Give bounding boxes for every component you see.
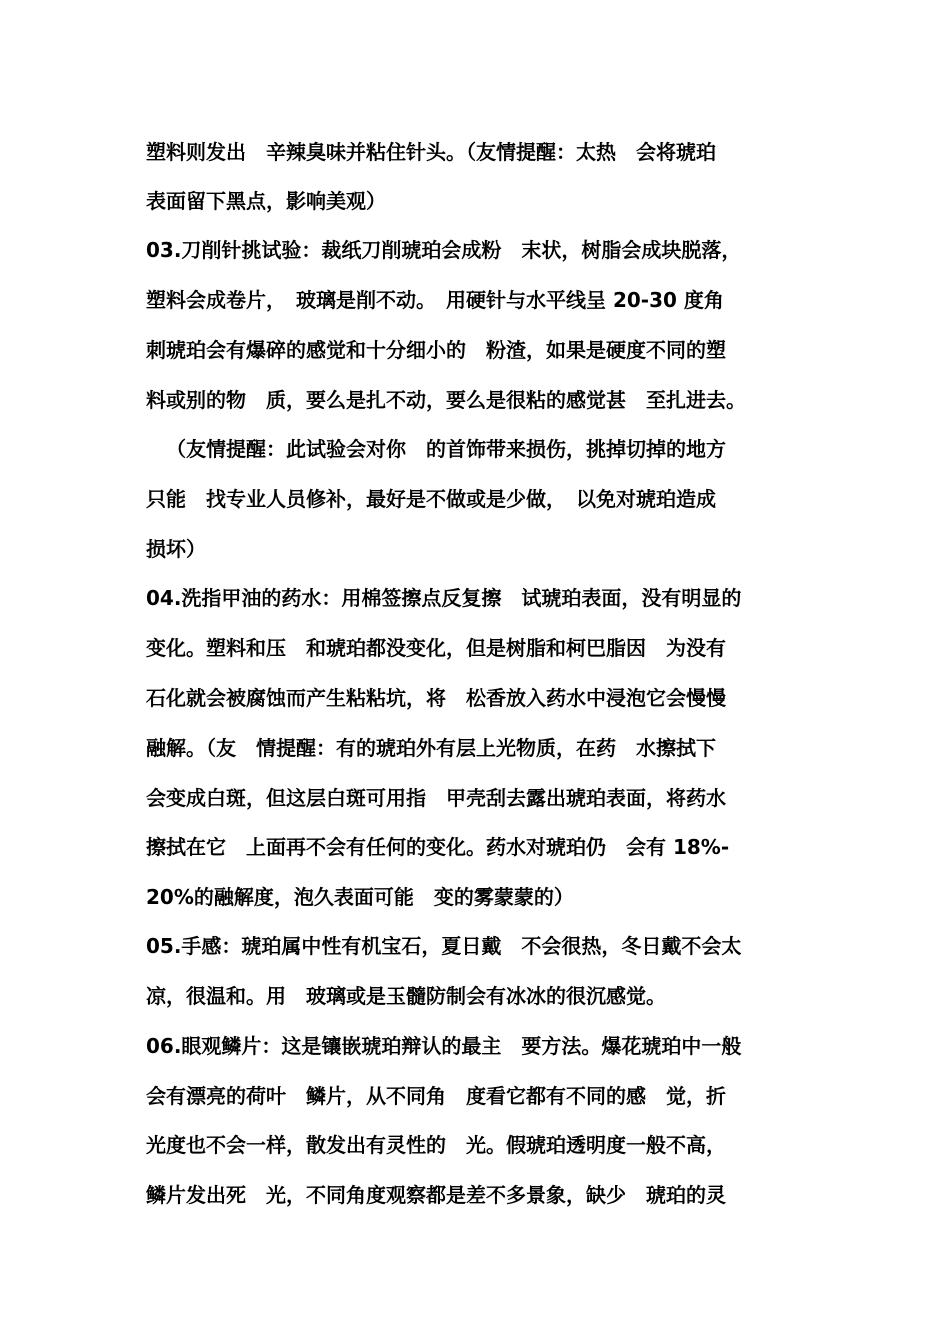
text-line: 石化就会被腐蚀而产生粘粘坑，将 松香放入药水中浸泡它会慢慢 xyxy=(146,686,726,710)
text-line: 20%的融解度，泡久表面可能 变的雾蒙蒙的） xyxy=(146,885,574,909)
text-line: （友情提醒：此试验会对你 的首饰带来损伤，挑掉切掉的地方 xyxy=(166,437,726,461)
text-line: 融解。（友 情提醒：有的琥珀外有层上光物质，在药 水擦拭下 xyxy=(146,736,716,760)
text-line: 塑料则发出 辛辣臭味并粘住针头。（友情提醒：太热 会将琥珀 xyxy=(146,140,716,164)
text-line: 06.眼观鳞片：这是镶嵌琥珀辩认的最主 要方法。爆花琥珀中一般 xyxy=(146,1034,742,1058)
text-line: 04.洗指甲油的药水：用棉签擦点反复擦 试琥珀表面，没有明显的 xyxy=(146,586,742,610)
text-line: 变化。塑料和压 和琥珀都没变化，但是树脂和柯巴脂因 为没有 xyxy=(146,636,726,660)
text-line: 塑料会成卷片， 玻璃是削不动。 用硬针与水平线呈 20-30 度角 xyxy=(146,288,724,312)
text-line: 光度也不会一样，散发出有灵性的 光。假琥珀透明度一般不高， xyxy=(146,1133,726,1157)
text-line: 会变成白斑，但这层白斑可用指 甲壳刮去露出琥珀表面，将药水 xyxy=(146,786,726,810)
text-line: 擦拭在它 上面再不会有任何的变化。药水对琥珀仍 会有 18%- xyxy=(146,835,730,859)
text-line: 刺琥珀会有爆碎的感觉和十分细小的 粉渣，如果是硬度不同的塑 xyxy=(146,338,726,362)
text-line: 只能 找专业人员修补，最好是不做或是少做， 以免对琥珀造成 xyxy=(146,487,716,511)
text-line: 会有漂亮的荷叶 鳞片，从不同角 度看它都有不同的感 觉，折 xyxy=(146,1084,726,1108)
text-line: 03.刀削针挑试验：裁纸刀削琥珀会成粉 末状，树脂会成块脱落， xyxy=(146,238,742,262)
text-line: 鳞片发出死 光，不同角度观察都是差不多景象，缺少 琥珀的灵 xyxy=(146,1183,726,1207)
text-line: 凉，很温和。用 玻璃或是玉髓防制会有冰冰的很沉感觉。 xyxy=(146,984,666,1008)
text-line: 表面留下黑点，影响美观） xyxy=(146,189,386,213)
text-line: 损坏） xyxy=(146,537,206,561)
text-line: 料或别的物 质，要么是扎不动，要么是很粘的感觉甚 至扎进去。 xyxy=(146,388,746,412)
text-line: 05.手感：琥珀属中性有机宝石，夏日戴 不会很热，冬日戴不会太 xyxy=(146,934,742,958)
